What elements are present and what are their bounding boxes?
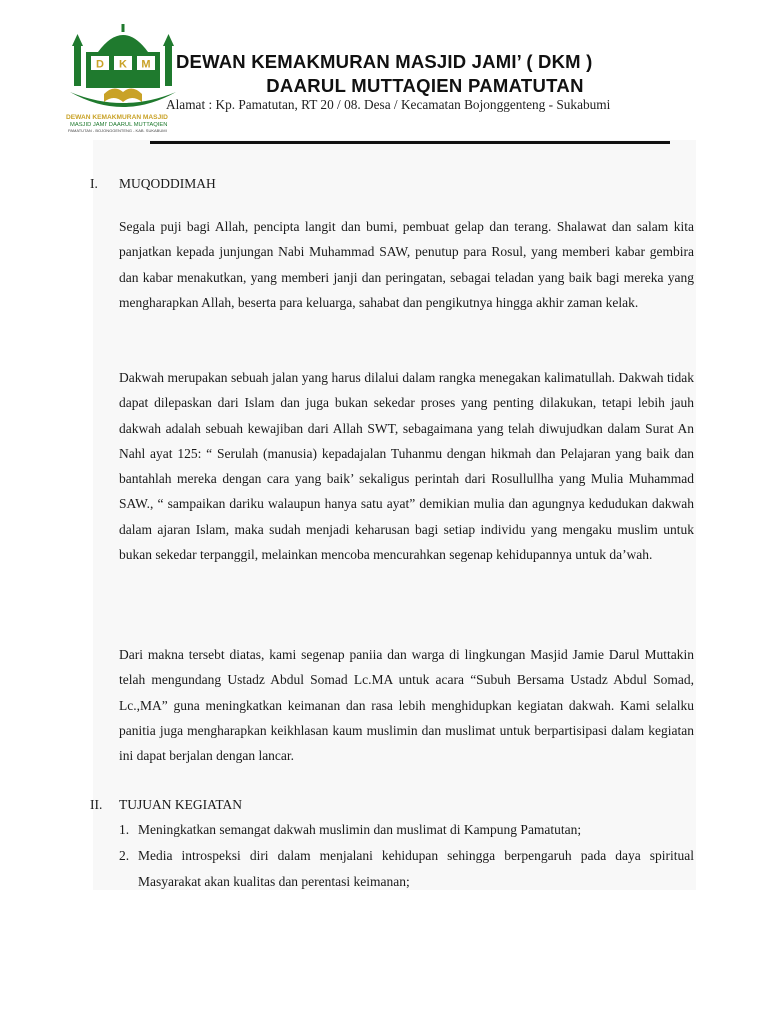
logo-caption-1: DEWAN KEMAKMURAN MASJID [66,114,168,121]
section-2-number: II. [90,797,103,812]
list-item [119,817,694,843]
section-1-number: I. [90,176,98,191]
logo-letter-m: M [141,58,151,71]
paragraph-opening: Segala puji bagi Allah, pencipta langit dan bumi, pembuat gelap dan terang. Shalawat dan salam kita panjatkan kepada junjungan Nabi Muhammad SAW, penutup para Rosul, yang memberi kabar gembira dan kabar menakutkan, yang memberi janji dan peringatan, sebagai teladan yang baik bagi mereka yang mengharapkan Allah, beserta para keluarga, sahabat dan pengikutnya hingga akhir zaman kelak. [119,219,694,310]
paragraph-invitation: Dari makna tersebt diatas, kami segenap paniia dan warga di lingkungan Masjid Jamie Darul Muttakin telah mengundang Ustadz Abdul Somad Lc.MA untuk acara “Subuh Bersama Ustadz Abdul Somad, Lc.,MA” guna meningkatkan keimanan dan rasa lebih menghidupkan kegiatan dakwah. Kami selalku panitia juga mengharapkan keikhlasan kaum muslimin dan muslimat untuk berpartisipasi dalam kegiatan ini dapat berjalan dengan lancar. [119,647,694,764]
header-divider [150,141,670,144]
logo-letter-k: K [119,58,127,71]
list-item-text: Meningkatkan semangat dakwah muslimin dan muslimat di Kampung Pamatutan; [138,822,582,837]
logo-caption-3: PAMATUTAN - BOJONGGENTENG - KAB. SUKABUMI [68,128,167,133]
logo-letter-d: D [96,58,104,71]
dkm-logo [64,22,182,140]
list-item-text: Media introspeksi diri dalam menjalani kehidupan sehingga berpengaruh pada daya spiritual Masyarakat akan kualitas dan perentasi keimanan; [138,848,694,889]
list-item-number: 1. [119,822,130,837]
org-address: Alamat : Kp. Pamatutan, RT 20 / 08. Desa / Kecamatan Bojonggenteng - Sukabumi [166,97,611,112]
logo-caption-2: MASJID JAMI' DAARUL MUTTAQIEN [70,122,168,128]
org-title-line2: DAARUL MUTTAQIEN PAMATUTAN [266,75,584,96]
list-item [119,843,694,895]
section-1-title: MUQODDIMAH [119,176,216,191]
list-item-number: 2. [119,848,130,863]
section-2-title: TUJUAN KEGIATAN [119,797,243,812]
org-title-line1: DEWAN KEMAKMURAN MASJID JAMI’ ( DKM ) [176,51,593,72]
paragraph-dakwah: Dakwah merupakan sebuah jalan yang harus dilalui dalam rangka menegakan kalimatullah. Dakwah tidak dapat dilepaskan dari Islam dan juga bukan sekedar proses yang penting dilakukan, tetapi lebih jauh dakwah adalah sebuah kewajiban dari Allah SWT, sebagaimana yang telah diwujudkan dalam Surat An Nahl ayat 125: “ Serulah (manusia) kepadajalan Tuhanmu dengan hikmah dan Pelajaran yang baik dan bantahlah mereka dengan cara yang baik’ sekaligus perintah dari Rosullullha yang Mulia Muhammad SAW., “ sampaikan dariku walaupun hanya satu ayat” demikian mulia dan agungnya kedudukan dakwah dalam ajaran Islam, maka sudah menjadi keharusan bagi setiap individu yang mengaku muslim untuk bukan sekedar terpanggil, melainkan mencoba mencurahkan segenap kehidupannya untuk da’wah. [119,370,694,563]
